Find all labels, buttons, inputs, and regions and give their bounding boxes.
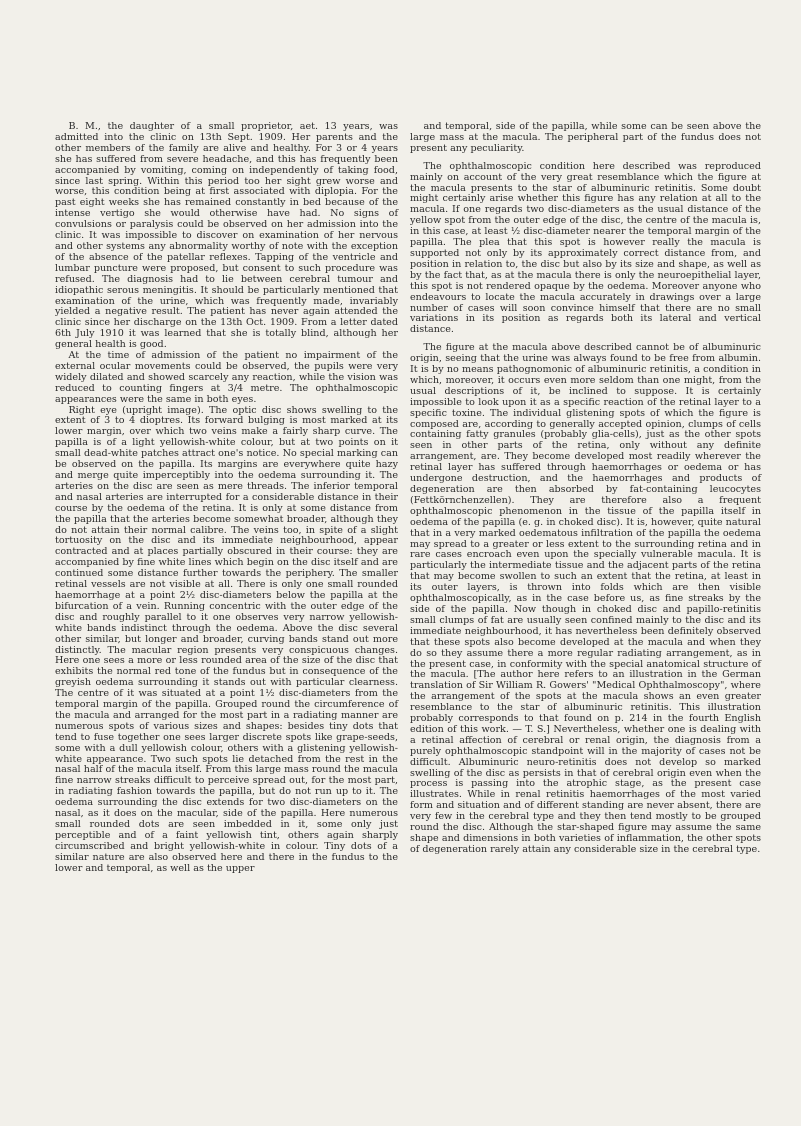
paragraph: B. M., the daughter of a small proprietor, aet. 13 years, was admitted into the clinic on 13th Sept. 1909. Her parents and the other members of the family are alive and healthy. For 3 or 4 years she has suffered from severe headache, and this has frequently been accompanied by vomiting, coming on independently of taking food, since last spring. Within this period too her sight grew worse and worse, this condition being at first associated with diplopia. For the past eight weeks she has remained constantly in bed because of the intense vertigo she would otherwise have had. No signs of convulsions or paralysis could be observed on her admission into the clinic. It was impossible to discover on examination of her nervous and other systems any abnormality worthy of note with the exception of the absence of the patellar reflexes. Tapping of the ventricle and lumbar puncture were proposed, but consent to such procedure was refused. The diagnosis had to lie between cerebral tumour and idiopathic serous meningitis. It should be particularly mentioned that examination of the urine, which was frequently made, invariably yielded a negative result. The patient has never again attended the clinic since her discharge on the 13th Oct. 1909. From a letter dated 6th July 1910 it was learned that she is totally blind, although her general health is good.	[55, 121, 398, 351]
left-column	[55, 122, 398, 875]
paragraph: The ophthalmoscopic condition here described was reproduced mainly on account of the very great resemblance which the figure at the macula presents to the star of albuminuric retinitis. Some doubt might certainly arise whether this figure has any relation at all to the macula. If one regards two disc-diameters as the usual distance of the yellow spot from the outer edge of the disc, the centre of the macula is, in this case, at least ½ disc-diameter nearer the temporal margin of the papilla. The plea that this spot is however really the macula is supported not only by its approximately correct distance from, and position in relation to, the disc but also by its size and shape, as well as by the fact that, as at the macula there is only the neuroepithelial layer, this spot is not rendered opaque by the oedema. Moreover anyone who endeavours to locate the macula accurately in drawings over a large number of cases will soon convince himself that there are no small variations in its position as regards both its lateral and vertical distance.	[410, 160, 761, 336]
text-columns	[55, 122, 761, 875]
paragraph: and temporal, side of the papilla, while some can be seen above the large mass at the macula. The peripheral part of the fundus does not present any peculiarity.	[410, 121, 761, 154]
paragraph: At the time of admission of the patient no impairment of the external ocular movements could be observed, the pupils were very widely dilated and showed scarcely any reaction, while the vision was reduced to counting fingers at 3/4 metre. The ophthalmoscopic appearances were the same in both eyes.	[55, 350, 398, 405]
paragraph: The figure at the macula above described cannot be of albuminuric origin, seeing that the urine was always found to be free from albumin. It is by no means pathognomonic of albuminuric retinitis, a condition in which, moreover, it occurs even more seldom than one might, from the usual descriptions of it, be inclined to suppose. It is certainly impossible to look upon it as a specific reaction of the retinal layer to a specific toxine. The individual glistening spots of which the figure is composed are, according to generally accepted opinion, clumps of cells containing fatty granules (probably glia-cells), just as the other spots seen in other parts of the retina, only without any definite arrangement, are. They become developed most readily wherever the retinal layer has suffered through haemorrhages or oedema or has undergone destruction, and the haemorrhages and products of degeneration are then absorbed by fat-containing leucocytes (Fettkörnchenzellen). They are therefore also a frequent ophthalmoscopic phenomenon in the tissue of the papilla itself in oedema of the papilla (e. g. in choked disc). It is, however, quite natural that in a very marked oedematous infiltration of the papilla the oedema may spread to a greater or less extent to the surrounding retina and in rare cases encroach even upon the specially vulnerable macula. It is particularly the intermediate tissue and the adjacent parts of the retina that may become swollen to such an extent that the retina, at least in its outer layers, is thrown into folds which are then visible ophthalmoscopically, as in the case before us, as fine streaks by the side of the papilla. Now though in choked disc and papillo-retinitis small clumps of fat are usually seen confined mainly to the disc and its immediate neighbourhood, it has nevertheless been definitely observed that these spots also become developed at the macula and when they do so they assume there a more regular radiating arrangement, as in the present case, in conformity with the special anatomical structure of the macula. [The author here refers to an illustration in the German translation of Sir William R. Gowers' "Medical Ophthalmoscopy", where the arrangement of the spots at the macula shows an even greater resemblance to the star of albuminuric retinitis. This illustration probably corresponds to that found on p. 214 in the fourth English edition of this work. — T. S.] Nevertheless, whether one is dealing with a retinal affection of cerebral or renal origin, the diagnosis from a purely ophthalmoscopic standpoint will in the majority of cases not be difficult. Albuminuric neuro-retinitis does not develop so marked swelling of the disc as persists in that of cerebral origin even when the process is passing into the atrophic stage, as the present case illustrates. While in renal retinitis haemorrhages of the most varied form and situation and of different standing are never absent, there are very few in the cerebral type and they then tend mostly to be grouped round the disc. Although the star-shaped figure may assume the same shape and dimensions in both varieties of inflammation, the other spots of degeneration rarely attain any considerable size in the cerebral type.	[410, 342, 761, 855]
paragraph: Right eye (upright image). The optic disc shows swelling to the extent of 3 to 4 dioptres. Its forward bulging is most marked at its lower margin, over which two veins make a fairly sharp curve. The papilla is of a light yellowish-white colour, but at two points on it small dead-white patches attract one's notice. No special marking can be observed on the papilla. Its margins are everywhere quite hazy and merge quite imperceptibly into the oedema surrounding it. The arteries on the disc are seen as mere threads. The inferior temporal and nasal arteries are interrupted for a considerable distance in their course by the oedema of the retina. It is only at some distance from the papilla that the arteries become somewhat broader, although they do not attain their normal calibre. The veins too, in spite of a slight tortuosity on the disc and its immediate neighbourhood, appear contracted and at places partially obscured in their course: they are accompanied by fine white lines which begin on the disc itself and are continued some distance further towards the periphery. The smaller retinal vessels are not visible at all. There is only one small rounded haemorrhage at a point 2½ disc-diameters below the papilla at the bifurcation of a vein. Running concentric with the outer edge of the disc and roughly parallel to it one observes very narrow yellowish-white bands indistinct through the oedema. Above the disc several other similar, but longer and broader, curving bands stand out more distinctly. The macular region presents very conspicuous changes. Here one sees a more or less rounded area of the size of the disc that exhibits the normal red tone of the fundus but in consequence of the greyish oedema surrounding it stands out with particular clearness. The centre of it was situated at a point 1½ disc-diameters from the temporal margin of the papilla. Grouped round the circumference of the macula and arranged for the most part in a radiating manner are numerous spots of various sizes and shapes: besides tiny dots that tend to fuse together one sees larger discrete spots like grape-seeds, some with a dull yellowish colour, others with a glistening yellowish-white appearance. Two such spots lie detached from the rest in the nasal half of the macula itself. From this large mass round the macula fine narrow streaks difficult to perceive spread out, for the most part, in radiating fashion towards the papilla, but do not run up to it. The oedema surrounding the disc extends for two disc-diameters on the nasal, as it does on the macular, side of the papilla. Here numerous small rounded dots are seen imbedded in it, some only just perceptible and of a faint yellowish tint, others again sharply circumscribed and bright yellowish-white in colour. Tiny dots of a similar nature are also observed here and there in the fundus to the lower and temporal, as well as the upper	[55, 404, 398, 874]
right-column	[410, 122, 761, 875]
